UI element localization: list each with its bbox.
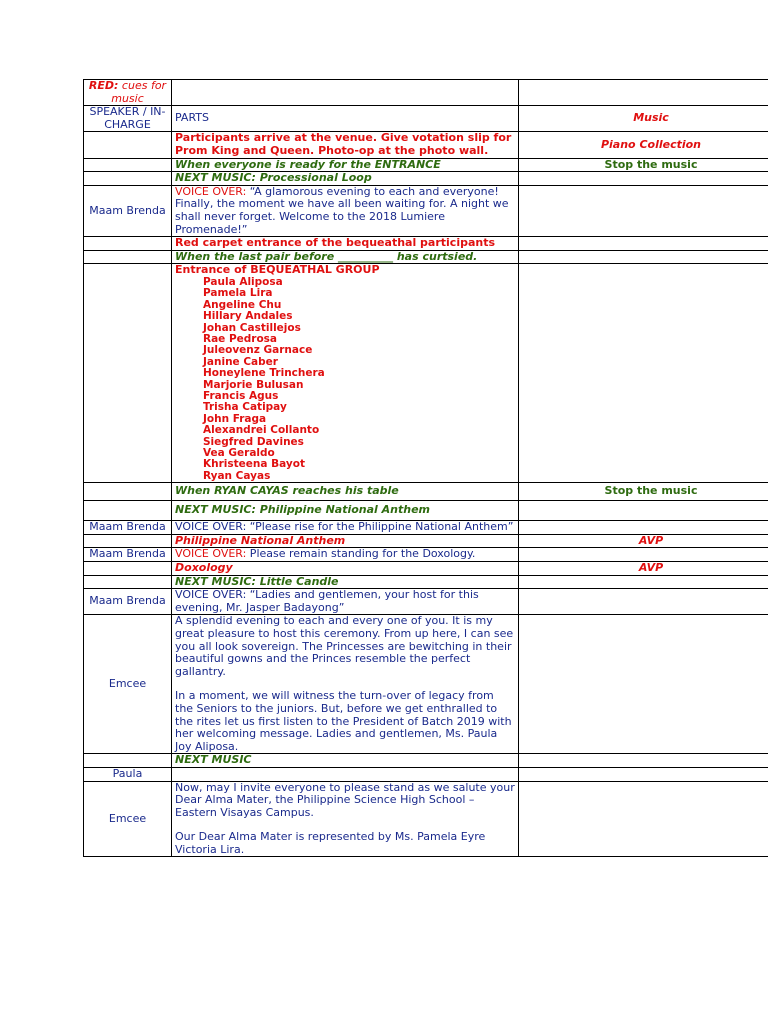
voice-over-label: VOICE OVER:	[175, 588, 247, 602]
table-row	[84, 534, 768, 548]
table-row	[84, 754, 768, 768]
speaker-cell: Maam Brenda	[84, 521, 172, 535]
bequeathal-name: Khristeena Bayot	[203, 458, 305, 471]
table-row	[84, 548, 768, 562]
voice-over-text: “Please rise for the Philippine National Anthem”	[246, 520, 514, 534]
legend-text: cues for music	[111, 79, 167, 105]
voice-over-text: “Ladies and gentlemen, your host for this evening, Mr. Jasper Badayong”	[175, 588, 479, 614]
emcee-paragraph: Now, may I invite everyone to please stand as we salute your Dear Alma Mater, the Philippine Science High School – Eastern Visayas Campus.	[175, 781, 515, 819]
parts-cell: Participants arrive at the venue. Give votation slip for Prom King and Queen. Photo-op at the photo wall.	[172, 132, 519, 158]
table-row	[84, 781, 768, 857]
parts-cell	[172, 589, 519, 615]
bequeathal-name: John Fraga	[203, 412, 267, 425]
voice-over-label: VOICE OVER:	[175, 547, 247, 561]
table-row	[84, 521, 768, 535]
bequeathal-names-list	[175, 277, 515, 482]
table-row	[84, 483, 768, 501]
table-row	[84, 185, 768, 236]
voice-over-label: VOICE OVER:	[175, 185, 247, 198]
parts-cell	[172, 548, 519, 562]
table-row	[84, 264, 768, 483]
emcee-paragraph: A splendid evening to each and every one of you. It is my great pleasure to host this ceremony. From up here, I can see you all look sovereign. The Princesses are bewitching in their beautiful gowns and the Princes resemble the perfect gallantry.	[175, 614, 514, 678]
empty-cell	[172, 80, 519, 106]
legend-row	[84, 80, 768, 106]
table-row	[84, 615, 768, 754]
table-row	[84, 158, 768, 172]
table-row	[84, 562, 768, 576]
bequeathal-name: Vea Geraldo	[203, 447, 275, 459]
music-cell: Piano Collection	[519, 132, 768, 158]
bequeathal-title: Entrance of BEQUEATHAL GROUP	[175, 263, 380, 277]
music-cell: AVP	[519, 562, 768, 576]
bequeathal-name: Rae Pedrosa	[203, 332, 278, 345]
bequeathal-name: Paula Aliposa	[203, 275, 283, 288]
header-parts: PARTS	[172, 106, 519, 132]
header-speaker: SPEAKER / IN-CHARGE	[84, 106, 172, 132]
speaker-cell: Emcee	[84, 615, 172, 754]
table-row	[84, 250, 768, 264]
program-table	[83, 79, 768, 857]
bequeathal-name: Honeylene Trinchera	[203, 367, 325, 380]
bequeathal-name: Trisha Catipay	[203, 401, 287, 414]
bequeathal-name: Janine Caber	[203, 355, 278, 368]
speaker-cell: Paula	[84, 767, 172, 781]
parts-cell: When everyone is ready for the ENTRANCE	[172, 158, 519, 172]
music-cell: Stop the music	[519, 158, 768, 172]
emcee-paragraph: Our Dear Alma Mater is represented by Ms. Pamela Eyre Victoria Lira.	[175, 830, 486, 856]
parts-cell	[172, 521, 519, 535]
emcee-paragraph: In a moment, we will witness the turn-over of legacy from the Seniors to the juniors. But, before we get enthralled to the rites let us first listen to the President of Batch 2019 with her welcoming message. Ladies and gentlemen, Ms. Paula Joy Aliposa.	[175, 689, 512, 753]
parts-cell	[172, 781, 519, 857]
table-row	[84, 589, 768, 615]
bequeathal-name: Juleovenz Garnace	[203, 344, 313, 357]
parts-cell: When the last pair before __________ has curtsied.	[172, 250, 519, 264]
parts-cell: When RYAN CAYAS reaches his table	[172, 483, 519, 501]
speaker-cell: Maam Brenda	[84, 548, 172, 562]
legend-red-label: RED:	[88, 79, 119, 92]
header-music: Music	[519, 106, 768, 132]
program-document	[83, 79, 768, 857]
bequeathal-name: Pamela Lira	[203, 287, 273, 300]
table-row	[84, 132, 768, 158]
parts-cell: NEXT MUSIC: Processional Loop	[172, 172, 519, 186]
voice-over-label: VOICE OVER:	[175, 520, 247, 534]
speaker-cell: Maam Brenda	[84, 589, 172, 615]
bequeathal-name: Hillary Andales	[203, 310, 293, 323]
parts-cell	[172, 185, 519, 236]
voice-over-text: “A glamorous evening to each and everyone! Finally, the moment we have all been waiting for. A night we shall never forget. Welcome to the 2018 Lumiere Promenade!”	[175, 185, 509, 236]
table-row	[84, 237, 768, 251]
legend-cell	[84, 80, 172, 106]
speaker-cell: Maam Brenda	[84, 185, 172, 236]
voice-over-text: Please remain standing for the Doxology.	[246, 547, 476, 561]
bequeathal-name: Siegfred Davines	[203, 435, 304, 448]
table-row	[84, 501, 768, 521]
bequeathal-name: Francis Agus	[203, 389, 279, 402]
parts-cell: NEXT MUSIC	[172, 754, 519, 768]
parts-cell	[172, 615, 519, 754]
bequeathal-name: Ryan Cayas	[203, 469, 271, 482]
music-cell: AVP	[519, 534, 768, 548]
bequeathal-name: Alexandrei Collanto	[203, 424, 320, 437]
bequeathal-name: Marjorie Bulusan	[203, 378, 304, 391]
table-row	[84, 172, 768, 186]
table-row	[84, 575, 768, 589]
speaker-cell: Emcee	[84, 781, 172, 857]
parts-cell: Philippine National Anthem	[172, 534, 519, 548]
bequeathal-name: Johan Castillejos	[203, 321, 301, 334]
parts-cell: Doxology	[172, 562, 519, 576]
parts-cell: NEXT MUSIC: Philippine National Anthem	[172, 501, 519, 521]
music-cell: Stop the music	[519, 483, 768, 501]
bequeathal-name: Angeline Chu	[203, 298, 282, 311]
parts-cell: Red carpet entrance of the bequeathal participants	[172, 237, 519, 251]
parts-cell	[172, 264, 519, 483]
parts-cell: NEXT MUSIC: Little Candle	[172, 575, 519, 589]
empty-cell	[519, 80, 768, 106]
header-row	[84, 106, 768, 132]
table-row	[84, 767, 768, 781]
